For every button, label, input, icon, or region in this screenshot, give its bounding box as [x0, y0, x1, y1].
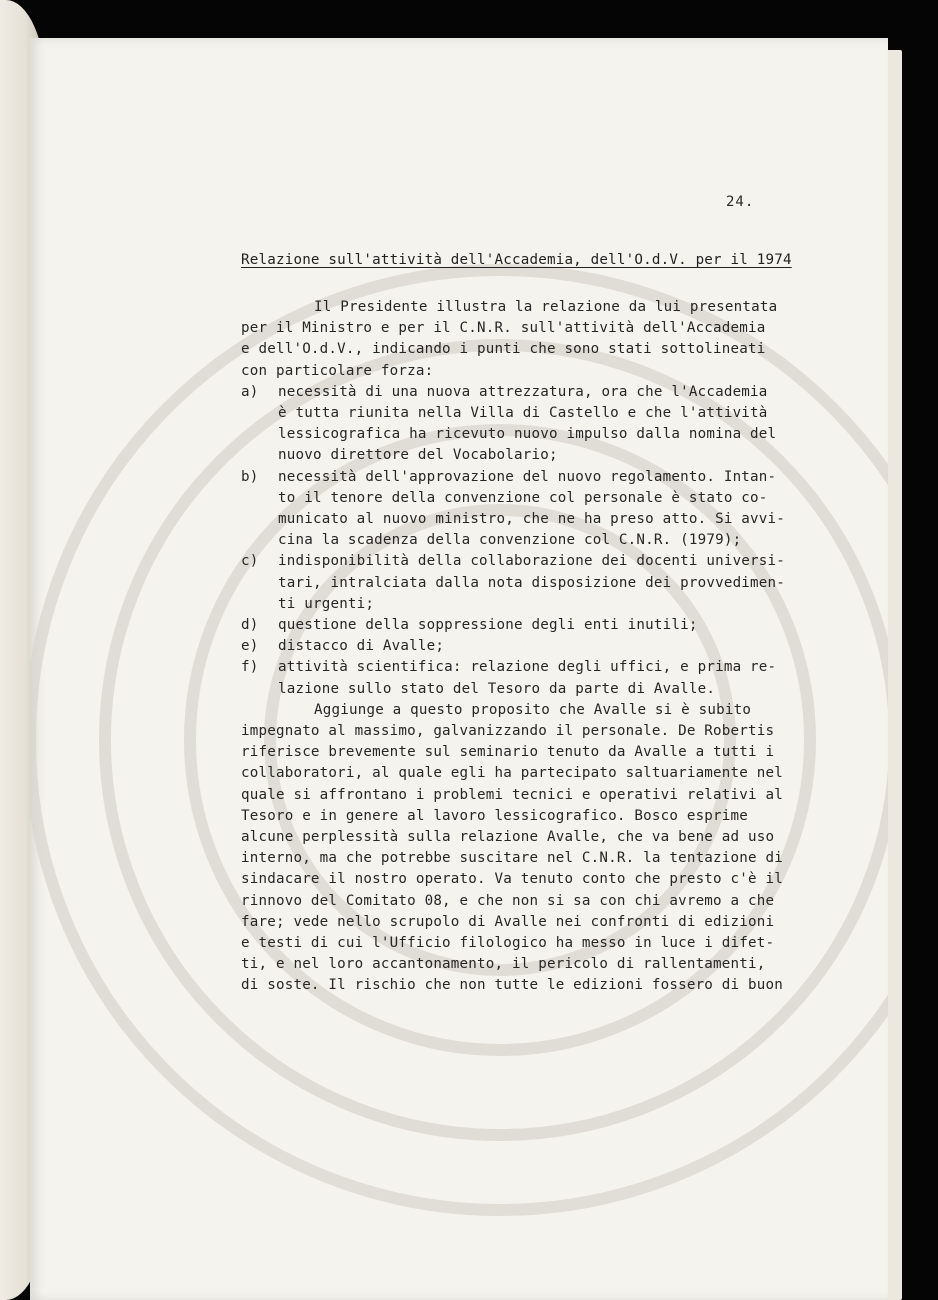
- text-line: e testi di cui l'Ufficio filologico ha messo in luce i difet-: [241, 935, 775, 951]
- text-line: Il Presidente illustra la relazione da lui presentata: [314, 299, 778, 315]
- section-title: Relazione sull'attività dell'Accademia, dell'O.d.V. per il 1974: [241, 252, 792, 268]
- text-line: necessità di una nuova attrezzatura, ora che l'Accademia: [278, 383, 768, 400]
- page-number: 24.: [726, 194, 755, 210]
- list-marker: b): [241, 468, 259, 485]
- list-marker: e): [241, 638, 259, 655]
- text-line: quale si affrontano i problemi tecnici e operativi relativi al: [241, 786, 783, 803]
- text-line: necessità dell'approvazione del nuovo regolamento. Intan-: [278, 468, 777, 485]
- text-line: Aggiunge a questo proposito che Avalle si è subito: [314, 701, 752, 718]
- text-line: distacco di Avalle;: [278, 638, 445, 655]
- text-line: Tesoro e in genere al lavoro lessicografico. Bosco esprime: [241, 807, 749, 824]
- text-line: impegnato al massimo, galvanizzando il personale. De Robertis: [241, 723, 775, 739]
- text-line: è tutta riunita nella Villa di Castello e che l'attività: [278, 405, 768, 421]
- text-line: tari, intralciata dalla nota disposizione dei provvedimen-: [278, 574, 786, 591]
- text-line: ti, e nel loro accantonamento, il pericolo di rallentamenti,: [241, 956, 766, 973]
- text-line: di soste. Il rischio che non tutte le edizioni fossero di buon: [241, 977, 783, 994]
- list-marker: a): [241, 383, 259, 400]
- text-line: e dell'O.d.V., indicando i punti che sono stati sottolineati: [241, 341, 766, 358]
- document-page: [30, 38, 888, 1300]
- text-line: interno, ma che potrebbe suscitare nel C.N.R. la tentazione di: [241, 850, 783, 867]
- text-line: municato al nuovo ministro, che ne ha preso atto. Si avvi-: [278, 511, 786, 527]
- text-line: con particolare forza:: [241, 362, 434, 379]
- text-line: sindacare il nostro operato. Va tenuto conto che presto c'è il: [241, 871, 783, 888]
- text-line: to il tenore della convenzione col personale è stato co-: [278, 489, 768, 506]
- list-marker: c): [241, 553, 259, 570]
- text-line: questione della soppressione degli enti inutili;: [278, 617, 698, 633]
- text-line: nuovo direttore del Vocabolario;: [278, 447, 558, 464]
- text-line: attività scientifica: relazione degli uffici, e prima re-: [278, 659, 777, 676]
- text-line: indisponibilità della collaborazione dei docenti universi-: [278, 553, 786, 570]
- text-line: lazione sullo stato del Tesoro da parte di Avalle.: [278, 680, 716, 697]
- text-line: collaboratori, al quale egli ha partecipato saltuariamente nel: [241, 765, 783, 782]
- text-line: rinnovo del Comitato 08, e che non si sa con chi avremo a che: [241, 892, 775, 909]
- text-line: fare; vede nello scrupolo di Avalle nei confronti di edizioni: [241, 913, 775, 930]
- text-line: lessicografica ha ricevuto nuovo impulso dalla nomina del: [278, 426, 777, 443]
- text-line: ti urgenti;: [278, 595, 375, 612]
- text-line: alcune perplessità sulla relazione Avalle, che va bene ad uso: [241, 829, 775, 845]
- text-line: cina la scadenza della convenzione col C.N.R. (1979);: [278, 532, 742, 549]
- list-marker: d): [241, 617, 259, 633]
- list-marker: f): [241, 659, 259, 676]
- text-line: riferisce brevemente sul seminario tenuto da Avalle a tutti i: [241, 744, 775, 761]
- text-line: per il Ministro e per il C.N.R. sull'attività dell'Accademia: [241, 320, 766, 337]
